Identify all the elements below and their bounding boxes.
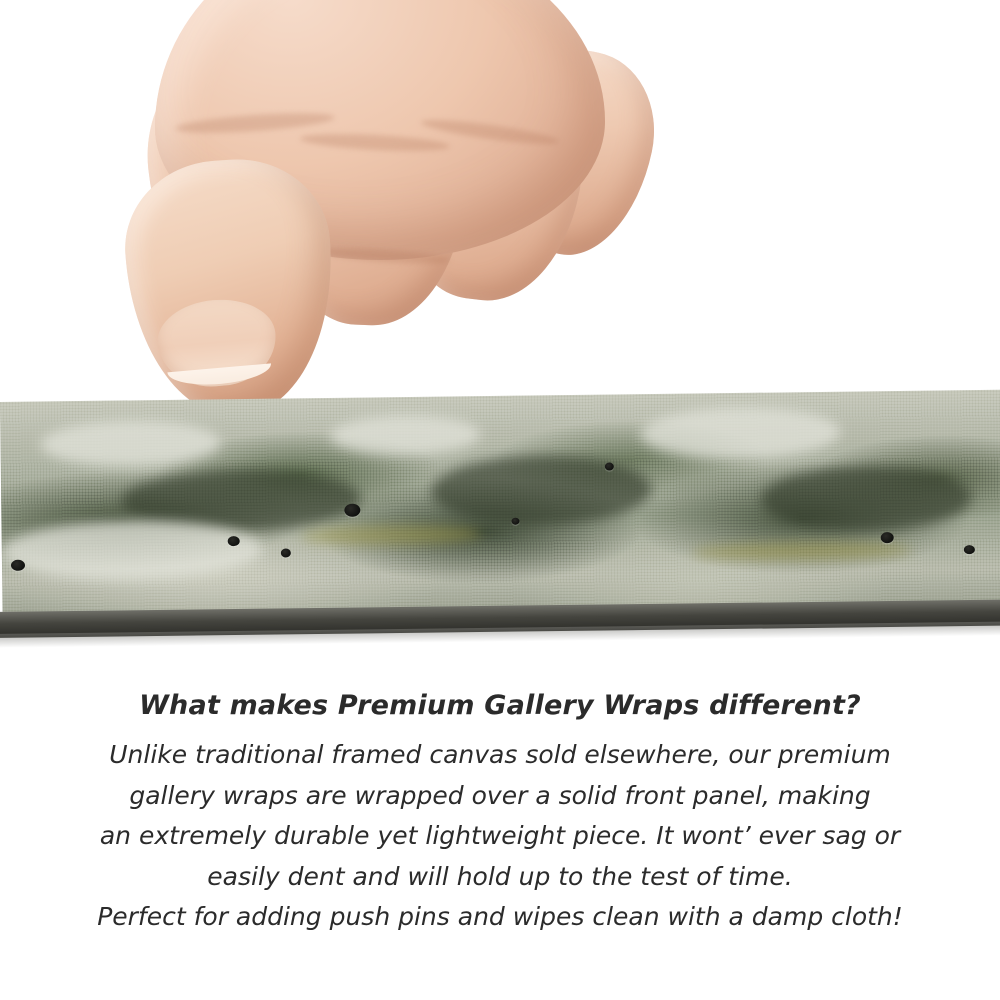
caption-line-1: Unlike traditional framed canvas sold elsewhere, our premium (109, 740, 891, 769)
canvas-texture-splotch (330, 414, 480, 456)
canvas-texture-splotch (40, 419, 221, 467)
canvas-speck (964, 545, 975, 554)
canvas-texture-splotch (761, 464, 972, 533)
canvas-texture-splotch (431, 454, 652, 527)
caption-heading: What makes Premium Gallery Wraps different? (139, 690, 861, 721)
canvas-speck (605, 463, 614, 471)
canvas-speck (281, 548, 291, 557)
canvas-speck (881, 532, 894, 543)
hand-illustration (120, 0, 640, 430)
caption-line-4: easily dent and will hold up to the test of time. (207, 861, 793, 891)
canvas-speck (344, 504, 360, 517)
canvas-texture-splotch (302, 524, 482, 546)
caption-block (0, 690, 1000, 938)
canvas-texture-splotch (640, 406, 841, 460)
canvas-texture-splotch (692, 541, 912, 562)
caption-line-3: an extremely durable yet lightweight piece. It wont’ ever sag or (99, 821, 901, 850)
canvas-edge-strip (0, 390, 1000, 620)
canvas-speck (511, 518, 519, 525)
canvas-speck (11, 560, 25, 571)
canvas-texture-splotch (1, 519, 262, 582)
caption-line-5: Perfect for adding push pins and wipes clean with a damp cloth! (97, 902, 903, 931)
caption-line-2: gallery wraps are wrapped over a solid front panel, making (129, 780, 871, 810)
